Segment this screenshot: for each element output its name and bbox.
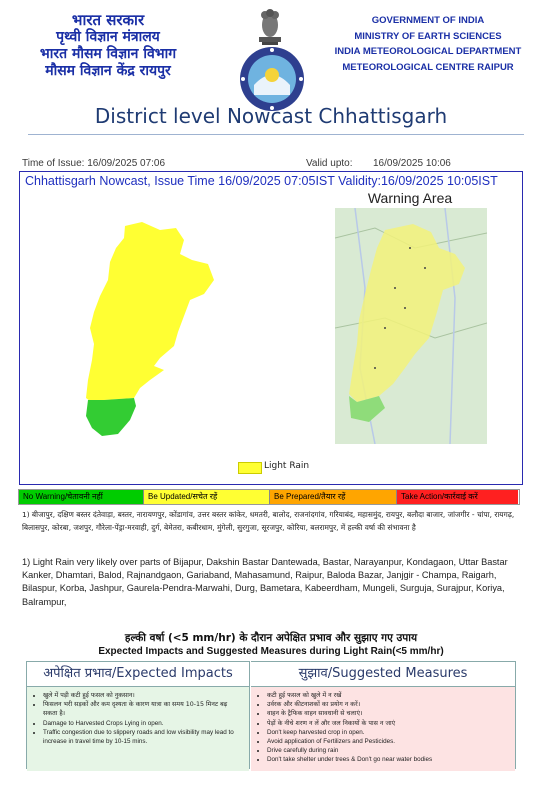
- expected-impacts-column: [26, 661, 250, 769]
- suggested-measures-title: सुझाव/Suggested Measures: [251, 662, 515, 687]
- measure-item: • Avoid application of Fertilizers and Pesticides.: [267, 737, 509, 746]
- hindi-line-3: भारत मौसम विज्ञान विभाग: [39, 46, 177, 62]
- english-line-1: GOVERNMENT OF INDIA: [371, 15, 485, 26]
- national-emblem-icon: [255, 3, 285, 47]
- impact-item: • Traffic congestion due to slippery roads and low visibility may lead to increase in travel time by 10-15 mins.: [43, 728, 243, 746]
- measure-item: • Don't take shelter under trees & Don't go near water bodies: [267, 755, 509, 764]
- measure-item: • पेड़ों के नीचे शरण न लें और जल निकायों के पास न जाएं: [267, 719, 509, 728]
- light-rain-region: [86, 222, 214, 404]
- level-be-prepared: Be Prepared/तैयार रहें: [270, 490, 397, 504]
- hindi-line-4: मौसम विज्ञान केंद्र रायपुर: [45, 63, 171, 79]
- english-line-3: INDIA METEOROLOGICAL DEPARTMENT: [334, 46, 522, 57]
- english-line-4: METEOROLOGICAL CENTRE RAIPUR: [342, 61, 514, 73]
- hindi-org-title: [18, 12, 198, 80]
- warning-area-title: Warning Area: [367, 190, 453, 206]
- hindi-forecast: 1) बीजापुर, दक्षिण बस्तर दंतेवाड़ा, बस्तर, नारायणपुर, कोंडागांव, उत्तर बस्तर कांकेर, धमतरी, बालोद, राजनांदगांव, गरियाबंद, महासमुंद, रायपुर, बलौदा बाजार, जांजगीर - चांपा, रायगढ़, बिलासपुर, कोरबा, जशपुर, गौरेला-पेंड्रा-मरवाही, दुर्ग, बेमेतरा, कबीरधाम, मुंगेली, सुरगुजा, सूरजपुर, कोरिया, बलरामपुर, में हल्की वर्षा की संभावना है: [22, 510, 515, 532]
- suggested-measures-column: [251, 661, 516, 769]
- measure-item: • उर्वरक और कीटनाशकों का प्रयोग न करें।: [267, 700, 509, 709]
- english-org-title: [318, 13, 538, 75]
- hindi-line-2: पृथ्वी विज्ञान मंत्रालय: [56, 29, 160, 45]
- english-forecast: 1) Light Rain very likely over parts of Bijapur, Dakshin Bastar Dantewada, Bastar, Narayanpur, Kondagaon, Uttar Bastar Kanker, Dhamtari, Balod, Rajnandgaon, Gariaband, Mahasamund, Raipur, Baloda Bazar, Janjgir - Champa, Raigarh, Bilaspur, Korba, Jashpur, Gaurela-Pendra-Marwahi, Durg, Bametara, Kabeerdham, Mungeli, Surguja, Surajpur, Koriya, Balrampur,: [22, 557, 508, 607]
- valid-upto-label: Valid upto:: [306, 158, 353, 169]
- page-title: District level Nowcast Chhattisgarh: [94, 104, 448, 128]
- warning-area-map: [335, 208, 487, 444]
- level-take-action: Take Action/कार्रवाई करें: [397, 490, 518, 504]
- measure-item: • Don't keep harvested crop in open.: [267, 728, 509, 737]
- impacts-heading-english: Expected Impacts and Suggested Measures during Light Rain(<5 mm/hr): [98, 646, 444, 657]
- light-rain-legend-swatch: [238, 462, 262, 474]
- title-divider: [28, 134, 524, 135]
- no-warning-region: [86, 398, 136, 436]
- impact-item: • खुले में पड़ी कटी हुई फसल को नुकसान।: [43, 691, 243, 700]
- impact-item: • Damage to Harvested Crops Lying in open.: [43, 719, 243, 728]
- level-be-updated: Be Updated/सचेत रहें: [144, 490, 270, 504]
- measure-item: • कटी हुई फसल को खुले में न रखें: [267, 691, 509, 700]
- measure-item: • Drive carefully during rain: [267, 746, 509, 755]
- imd-logo-icon: [238, 45, 306, 113]
- issue-time: Time of Issue: 16/09/2025 07:06: [22, 158, 166, 169]
- level-no-warning: No Warning/चेतावनी नहीं: [19, 490, 144, 504]
- map-panel-header: Chhattisgarh Nowcast, Issue Time 16/09/2025 07:05IST Validity:16/09/2025 10:05IST: [25, 174, 498, 188]
- measure-item: • वाहन के ट्रैफिक वाहन सावधानी से चलाएं।: [267, 709, 509, 718]
- expected-impacts-title: अपेक्षित प्रभाव/Expected Impacts: [27, 662, 249, 687]
- impact-item: • फिसलन भरी सड़कों और कम दृश्यता के कारण यात्रा का समय 10-15 मिनट बढ़ सकता है।: [43, 700, 243, 718]
- district-nowcast-map: [80, 220, 220, 440]
- valid-upto-value: 16/09/2025 10:06: [373, 158, 451, 169]
- light-rain-legend-label: Light Rain: [264, 461, 310, 471]
- warning-level-bar: [18, 489, 520, 505]
- impacts-heading-hindi: हल्की वर्षा (<5 mm/hr) के दौरान अपेक्षित प्रभाव और सुझाए गए उपाय: [124, 632, 418, 644]
- english-line-2: MINISTRY OF EARTH SCIENCES: [354, 30, 502, 42]
- hindi-line-1: भारत सरकार: [71, 11, 145, 29]
